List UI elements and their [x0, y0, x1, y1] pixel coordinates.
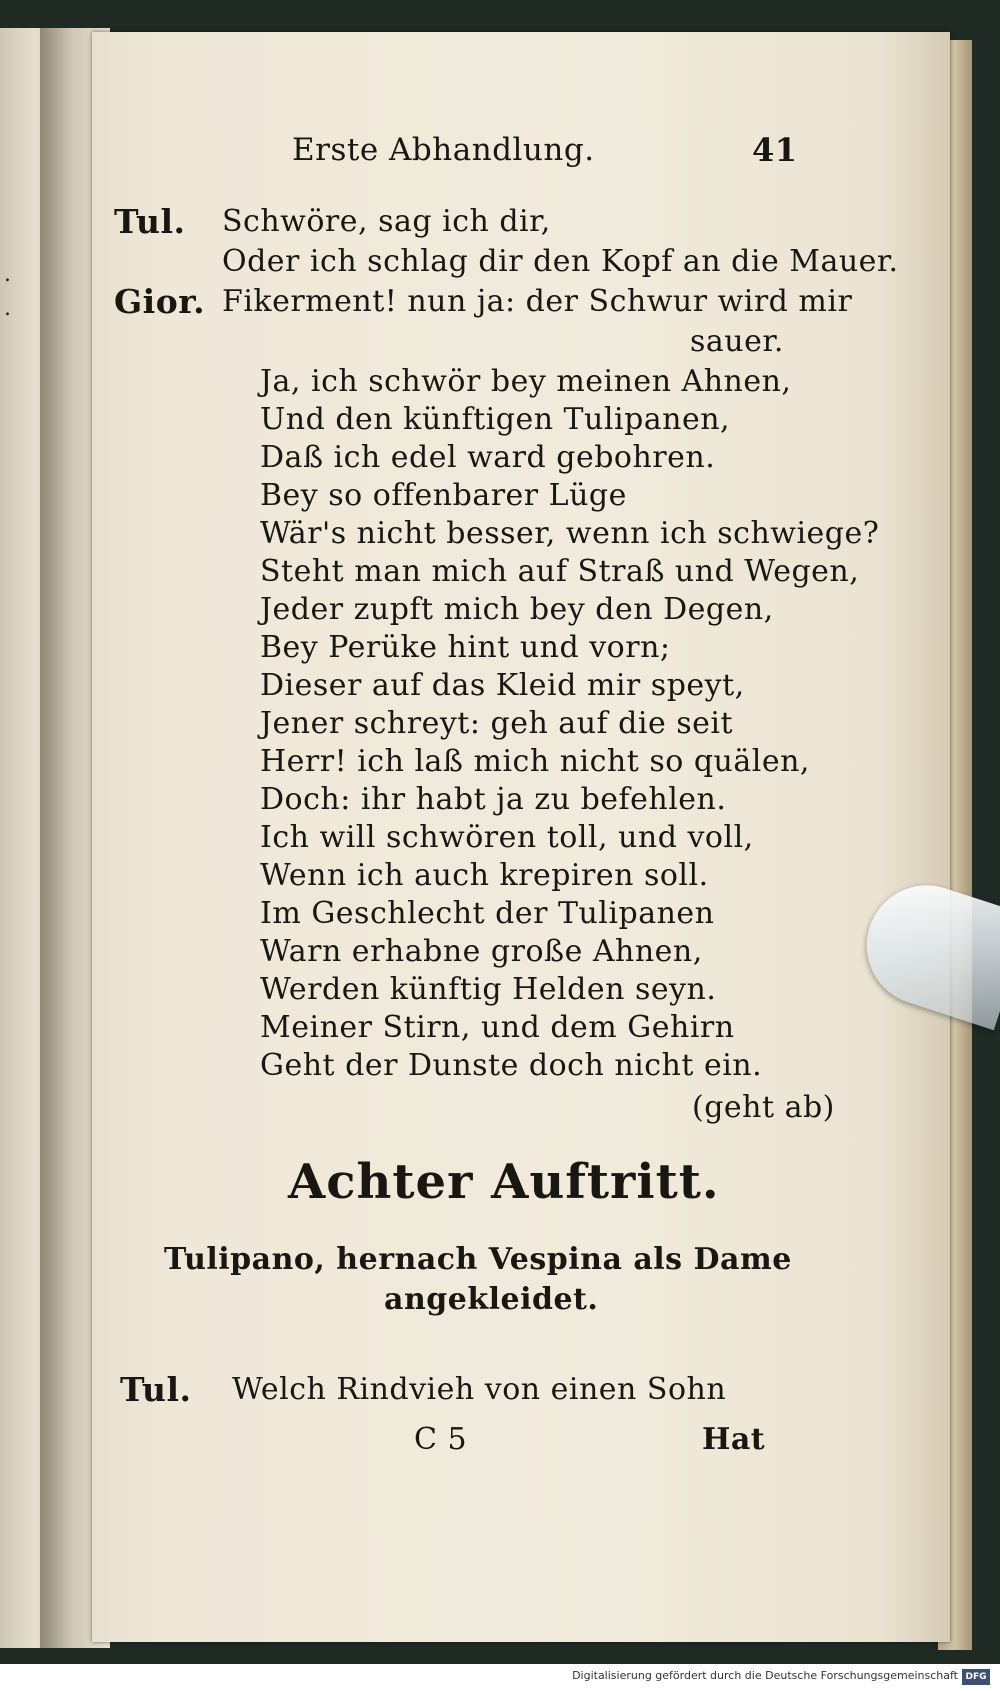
verse-line: Ich will schwören toll, und voll,	[260, 820, 754, 855]
speaker-label: Gior.	[114, 282, 206, 321]
verse-line: Fikerment! nun ja: der Schwur wird mir	[222, 284, 853, 319]
verse-line: sauer.	[690, 324, 784, 359]
verse-line: Und den künftigen Tulipanen,	[260, 402, 731, 437]
scene-heading: Achter Auftritt.	[288, 1154, 720, 1210]
verse-line: Oder ich schlag dir den Kopf an die Mauer.	[222, 244, 899, 279]
dfg-logo-icon: DFG	[962, 1669, 990, 1685]
stage-direction: (geht ab)	[692, 1090, 835, 1125]
verse-line: Jeder zupft mich bey den Degen,	[260, 592, 774, 627]
verse-line: Bey Perüke hint und vorn;	[260, 630, 671, 665]
verse-line: Welch Rindvieh von einen Sohn	[232, 1372, 727, 1407]
verse-line: Warn erhabne große Ahnen,	[260, 934, 703, 969]
scene-cast: Tulipano, hernach Vespina als Dame	[164, 1242, 792, 1277]
footer-credit: Digitalisierung gefördert durch die Deutsche Forschungsgemeinschaft	[572, 1669, 958, 1682]
footer-bar	[0, 1664, 1000, 1691]
book-page	[92, 32, 950, 1642]
verse-line: Schwöre, sag ich dir,	[222, 204, 551, 239]
verse-line: Geht der Dunste doch nicht ein.	[260, 1048, 763, 1083]
margin-mark: .	[4, 262, 11, 287]
verse-line: Daß ich edel ward gebohren.	[260, 440, 716, 475]
verse-line: Wär's nicht besser, wenn ich schwiege?	[260, 516, 880, 551]
verse-line: Werden künftig Helden seyn.	[260, 972, 717, 1007]
speaker-label: Tul.	[114, 202, 186, 241]
verse-line: Jener schreyt: geh auf die seit	[260, 706, 734, 741]
margin-mark: .	[4, 296, 11, 321]
signature-mark: C 5	[414, 1422, 468, 1457]
verse-line: Dieser auf das Kleid mir speyt,	[260, 668, 745, 703]
running-title: Erste Abhandlung.	[292, 132, 595, 168]
verse-line: Meiner Stirn, und dem Gehirn	[260, 1010, 735, 1045]
verse-line: Bey so offenbarer Lüge	[260, 478, 627, 513]
page-number: 41	[752, 131, 798, 169]
verse-line: Ja, ich schwör bey meinen Ahnen,	[260, 364, 792, 399]
scene-cast-continued: angekleidet.	[384, 1282, 599, 1317]
verse-line: Im Geschlecht der Tulipanen	[260, 896, 715, 931]
verse-line: Wenn ich auch krepiren soll.	[260, 858, 709, 893]
catchword: Hat	[702, 1422, 766, 1457]
verse-line: Steht man mich auf Straß und Wegen,	[260, 554, 860, 589]
speaker-label: Tul.	[120, 1370, 192, 1409]
verse-line: Herr! ich laß mich nicht so quälen,	[260, 744, 810, 779]
verse-line: Doch: ihr habt ja zu befehlen.	[260, 782, 727, 817]
